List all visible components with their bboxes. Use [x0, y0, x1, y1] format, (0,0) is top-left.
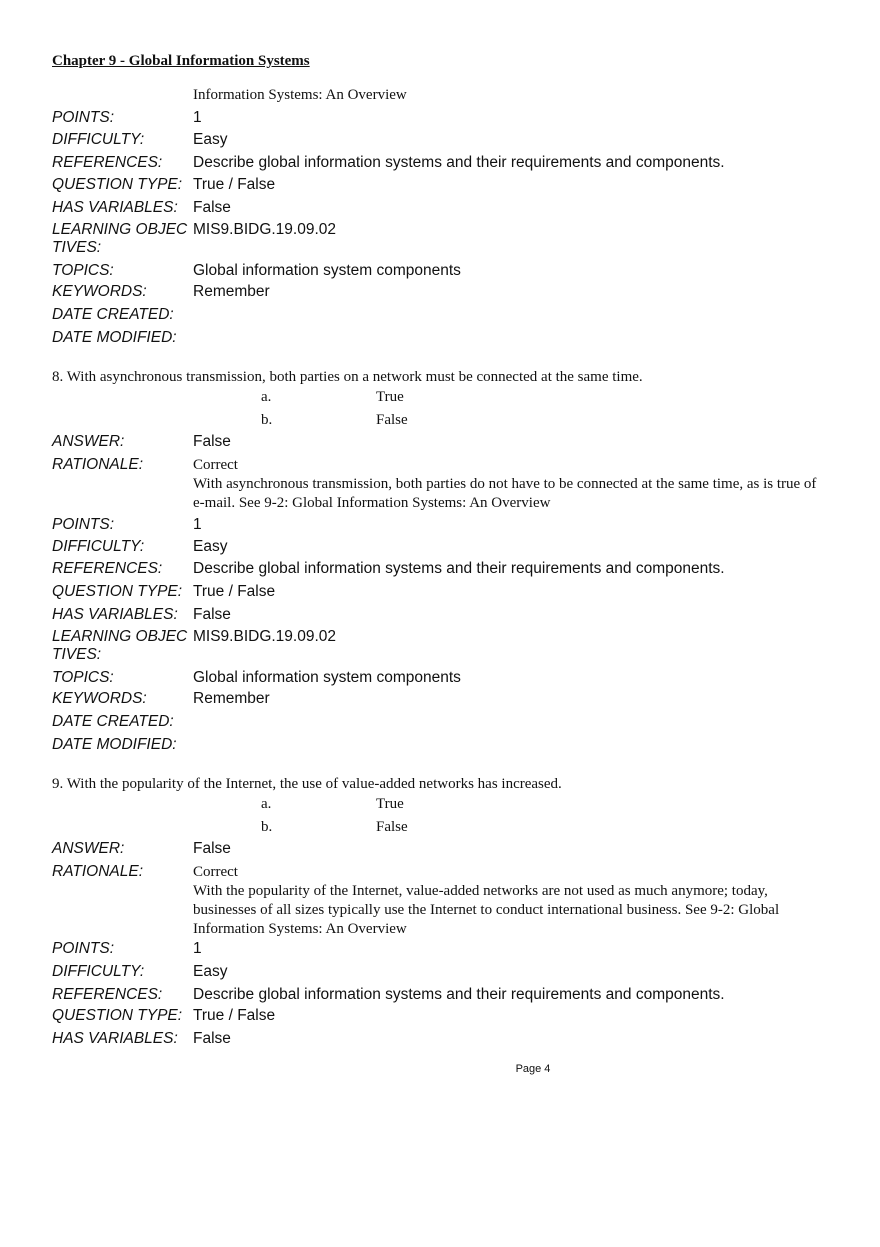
learning-objectives-label: LEARNING OBJEC — [52, 221, 188, 238]
q8-learning-objectives-value: MIS9.BIDG.19.09.02 — [193, 628, 337, 645]
has-variables-label: HAS VARIABLES: — [52, 199, 178, 216]
q8-keywords-label: KEYWORDS: — [52, 690, 147, 707]
q9-points-value: 1 — [193, 940, 202, 957]
q9-difficulty-label: DIFFICULTY: — [52, 963, 145, 980]
keywords-value: Remember — [193, 283, 270, 300]
q8-answer-label: ANSWER: — [52, 433, 125, 450]
q9-rationale-head: Correct — [193, 864, 238, 880]
learning-objectives-label-wrap: TIVES: — [52, 239, 102, 256]
q9-option-a-text: True — [376, 796, 404, 812]
date-created-label: DATE CREATED: — [52, 306, 174, 323]
question-9-text: 9. With the popularity of the Internet, the use of value-added networks has increased. — [52, 776, 562, 792]
q8-option-b-text: False — [376, 412, 408, 428]
question-type-label: QUESTION TYPE: — [52, 176, 183, 193]
references-label: REFERENCES: — [52, 154, 163, 171]
q8-option-a-letter: a. — [261, 389, 272, 405]
q9-references-label: REFERENCES: — [52, 986, 163, 1003]
q9-points-label: POINTS: — [52, 940, 115, 957]
q8-learning-objectives-label: LEARNING OBJEC — [52, 628, 188, 645]
q9-option-b-text: False — [376, 819, 408, 835]
q8-question-type-label: QUESTION TYPE: — [52, 583, 183, 600]
q8-references-value: Describe global information systems and their requirements and components. — [193, 560, 725, 577]
q8-learning-objectives-label-wrap: TIVES: — [52, 646, 102, 663]
q9-rationale-body: With the popularity of the Internet, value-added networks are not used as much anymore; today, businesses of all sizes typically use the Internet to conduct international business. See 9-2: Global Information Systems: An Overview — [193, 883, 780, 937]
q9-references-value: Describe global information systems and their requirements and components. — [193, 986, 725, 1003]
difficulty-value: Easy — [193, 131, 228, 148]
q8-rationale-head: Correct — [193, 457, 238, 473]
q8-difficulty-value: Easy — [193, 538, 228, 555]
q8-answer-value: False — [193, 433, 231, 450]
q8-date-created-label: DATE CREATED: — [52, 713, 174, 730]
q9-question-type-label: QUESTION TYPE: — [52, 1007, 183, 1024]
topics-value: Global information system components — [193, 262, 461, 279]
points-value: 1 — [193, 109, 202, 126]
q8-rationale-label: RATIONALE: — [52, 456, 144, 473]
references-value: Describe global information systems and their requirements and components. — [193, 154, 725, 171]
q8-topics-value: Global information system components — [193, 669, 461, 686]
q9-option-a-letter: a. — [261, 796, 272, 812]
question-8-text: 8. With asynchronous transmission, both parties on a network must be connected at the same time. — [52, 369, 643, 385]
q9-option-b-letter: b. — [261, 819, 273, 835]
question-type-value: True / False — [193, 176, 276, 193]
q9-answer-value: False — [193, 840, 231, 857]
q8-option-a-text: True — [376, 389, 404, 405]
q8-rationale-body: With asynchronous transmission, both parties do not have to be connected at the same time, as is true of e-mail. See 9-2: Global Information Systems: An Overview — [193, 476, 817, 511]
date-modified-label: DATE MODIFIED: — [52, 329, 177, 346]
q8-topics-label: TOPICS: — [52, 669, 114, 686]
q8-points-label: POINTS: — [52, 516, 115, 533]
q9-has-variables-value: False — [193, 1030, 231, 1047]
q8-option-b-letter: b. — [261, 412, 273, 428]
q8-difficulty-label: DIFFICULTY: — [52, 538, 145, 555]
q8-has-variables-label: HAS VARIABLES: — [52, 606, 178, 623]
q9-has-variables-label: HAS VARIABLES: — [52, 1030, 178, 1047]
topics-label: TOPICS: — [52, 262, 114, 279]
q9-difficulty-value: Easy — [193, 963, 228, 980]
q9-question-type-value: True / False — [193, 1007, 276, 1024]
references-continuation: Information Systems: An Overview — [193, 87, 407, 103]
points-label: POINTS: — [52, 109, 115, 126]
q8-points-value: 1 — [193, 516, 202, 533]
has-variables-value: False — [193, 199, 231, 216]
q8-question-type-value: True / False — [193, 583, 276, 600]
q9-rationale-label: RATIONALE: — [52, 863, 144, 880]
q8-references-label: REFERENCES: — [52, 560, 163, 577]
difficulty-label: DIFFICULTY: — [52, 131, 145, 148]
q8-keywords-value: Remember — [193, 690, 270, 707]
q9-answer-label: ANSWER: — [52, 840, 125, 857]
chapter-title: Chapter 9 - Global Information Systems — [52, 53, 310, 69]
learning-objectives-value: MIS9.BIDG.19.09.02 — [193, 221, 337, 238]
q8-date-modified-label: DATE MODIFIED: — [52, 736, 177, 753]
q8-has-variables-value: False — [193, 606, 231, 623]
page-number: Page 4 — [515, 1063, 551, 1075]
keywords-label: KEYWORDS: — [52, 283, 147, 300]
